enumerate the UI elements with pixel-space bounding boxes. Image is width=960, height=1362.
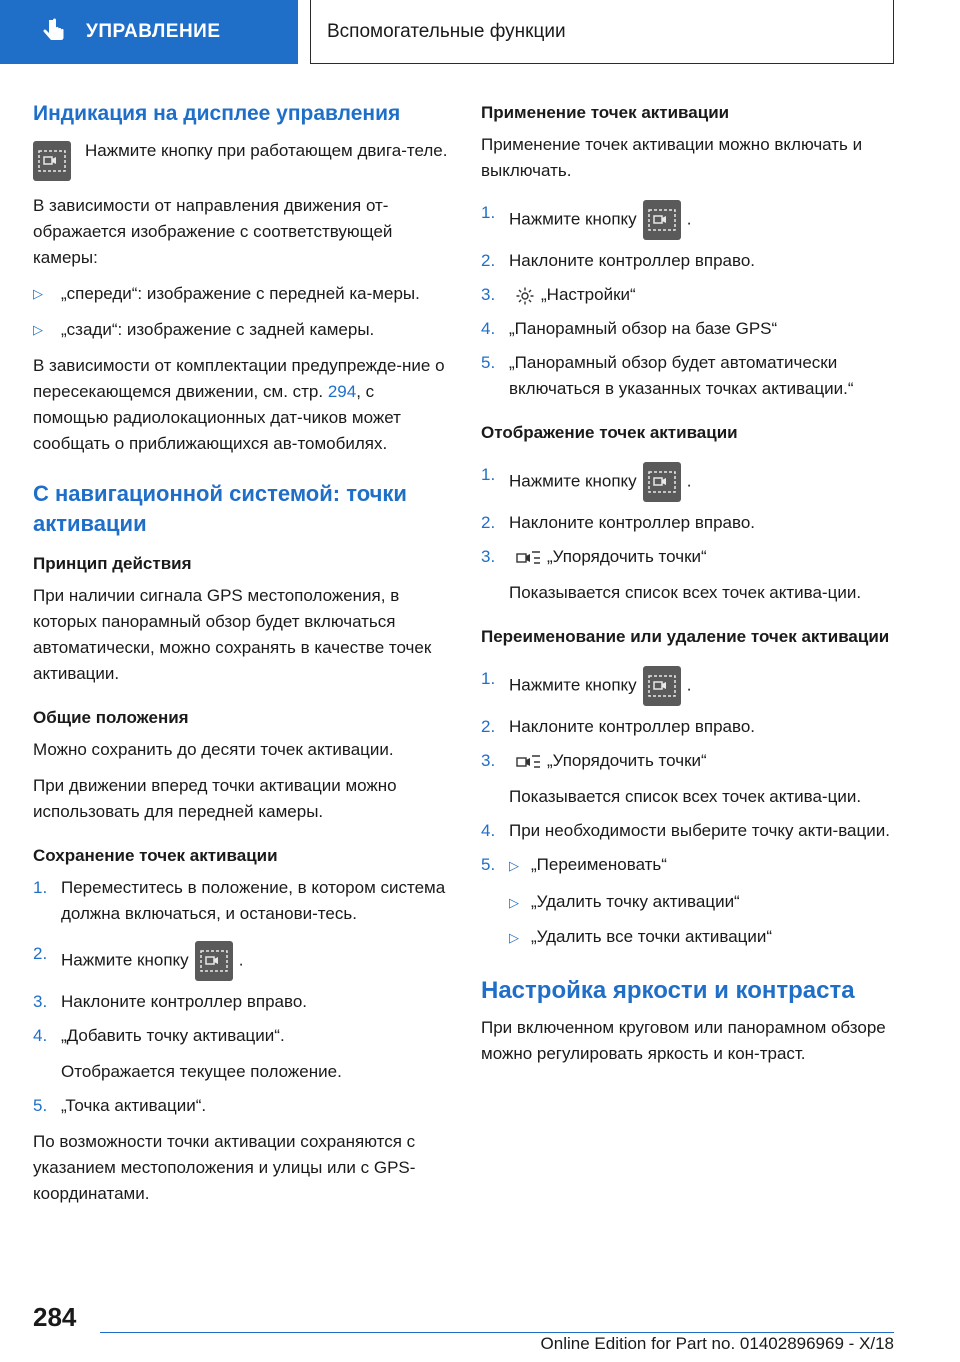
heading-general: Общие положения bbox=[33, 708, 189, 727]
paragraph-principle: При наличии сигнала GPS местоположения, в которых панорамный обзор будет включаться автоматически, можно сохранять в качестве точек активации. bbox=[33, 586, 432, 683]
right-column bbox=[481, 100, 906, 1077]
heading-save: Сохранение точек активации bbox=[33, 846, 278, 865]
paragraph-direction: В зависимости от направления движения от-ображается изображение с соответствующей камеры: bbox=[33, 196, 393, 267]
camera-button-icon bbox=[33, 141, 71, 181]
step-item: 3. „Настройки“ bbox=[481, 285, 636, 304]
paragraph-apply: Применение точек активации можно включать и выключать. bbox=[481, 135, 863, 180]
gear-icon bbox=[515, 286, 535, 306]
heading-show: Отображение точек активации bbox=[481, 423, 738, 442]
step-item: 5. „Панорамный обзор будет автоматически включаться в указанных точках активации.“ bbox=[481, 353, 854, 398]
heading-navigation: С навигационной системой: точки активации bbox=[33, 481, 407, 536]
option-item: ▷ „Удалить все точки активации“ bbox=[509, 927, 773, 946]
triangle-bullet-icon: ▷ bbox=[33, 322, 43, 337]
list-item: ▷ „сзади“: изображение с задней камеры. bbox=[33, 317, 453, 343]
option-item: ▷ „Удалить точку активации“ bbox=[509, 892, 740, 911]
step-item: 3. „Упорядочить точки“ bbox=[481, 751, 707, 770]
save-steps-cont bbox=[33, 1093, 453, 1119]
step-item: 4. При необходимости выберите точку акти-вации. bbox=[481, 821, 890, 840]
footer-divider bbox=[100, 1332, 894, 1333]
step-item: 3. „Упорядочить точки“ bbox=[481, 547, 707, 566]
section-title: УПРАВЛЕНИЕ bbox=[86, 21, 221, 42]
triangle-bullet-icon: ▷ bbox=[509, 858, 519, 873]
paragraph-general-2: При движении вперед точки активации можно использовать для передней камеры. bbox=[33, 776, 397, 821]
heading-principle: Принцип действия bbox=[33, 554, 192, 573]
heading-rename: Переименование или удаление точек активации bbox=[481, 627, 890, 646]
step-item: 5. „Точка активации“. bbox=[33, 1096, 207, 1115]
list-item: ▷ „спереди“: изображение с передней ка-меры. bbox=[33, 281, 453, 307]
rename-steps bbox=[481, 666, 906, 774]
step-item: 2. Наклоните контроллер вправо. bbox=[481, 513, 756, 532]
section-tab bbox=[0, 0, 298, 64]
rename-steps-cont bbox=[481, 818, 906, 879]
paragraph-general-1: Можно сохранить до десяти точек активации. bbox=[33, 740, 394, 759]
triangle-bullet-icon: ▷ bbox=[33, 286, 43, 301]
triangle-bullet-icon: ▷ bbox=[509, 930, 519, 945]
hand-pointer-icon bbox=[38, 17, 68, 47]
paragraph-save-final: По возможности точки активации сохраняются с указанием местоположения и улицы или с GPS-координатами. bbox=[33, 1132, 416, 1203]
step-item: 4. „Добавить точку активации“. bbox=[33, 1026, 285, 1045]
page-link[interactable]: 294 bbox=[327, 382, 357, 401]
camera-button-icon bbox=[643, 666, 681, 706]
step-sub-text: Показывается список всех точек актива-ции. bbox=[509, 583, 862, 602]
subsection-header bbox=[310, 0, 894, 64]
save-steps bbox=[33, 875, 453, 1049]
camera-list bbox=[33, 281, 453, 343]
step-item: 1. Нажмите кнопку . bbox=[481, 666, 906, 706]
step-item: 3. Наклоните контроллер вправо. bbox=[33, 992, 308, 1011]
page-number: 284 bbox=[33, 1302, 77, 1332]
step-item: 1. Переместитесь в положение, в котором система должна включаться, и останови-тесь. bbox=[33, 878, 446, 923]
step-sub-text: Показывается список всех точек актива-ции. bbox=[509, 787, 862, 806]
display-instruction bbox=[33, 138, 453, 181]
step-item: 1. Нажмите кнопку . bbox=[481, 462, 906, 502]
camera-button-icon bbox=[195, 941, 233, 981]
step-item: 4. „Панорамный обзор на базе GPS“ bbox=[481, 319, 778, 338]
step-item: 2. Нажмите кнопку . bbox=[33, 941, 453, 981]
camera-list-icon bbox=[515, 548, 541, 568]
subsection-title: Вспомогательные функции bbox=[327, 20, 566, 42]
show-steps bbox=[481, 462, 906, 570]
camera-list-icon bbox=[515, 752, 541, 772]
step-item: 2. Наклоните контроллер вправо. bbox=[481, 717, 756, 736]
camera-button-icon bbox=[643, 200, 681, 240]
apply-steps bbox=[481, 200, 906, 402]
paragraph-brightness: При включенном круговом или панорамном обзоре можно регулировать яркость и кон-траст. bbox=[481, 1018, 886, 1063]
display-text: Нажмите кнопку при работающем двига-теле. bbox=[85, 141, 448, 160]
step-item: 5. ▷ „Переименовать“ bbox=[481, 855, 667, 874]
footer-edition: Online Edition for Part no. 01402896969 - X/18 bbox=[540, 1334, 894, 1353]
triangle-bullet-icon: ▷ bbox=[509, 895, 519, 910]
camera-button-icon bbox=[643, 462, 681, 502]
step-item: 1. Нажмите кнопку . bbox=[481, 200, 906, 240]
heading-brightness: Настройка яркости и контраста bbox=[481, 977, 855, 1004]
step-sub-text: Отображается текущее положение. bbox=[61, 1062, 342, 1081]
step-item: 2. Наклоните контроллер вправо. bbox=[481, 251, 756, 270]
heading-display: Индикация на дисплее управления bbox=[33, 102, 401, 125]
heading-apply: Применение точек активации bbox=[481, 103, 730, 122]
left-column bbox=[33, 100, 453, 1217]
paragraph-cross-traffic: В зависимости от комплектации предупрежде-ние о пересекающемся движении, см. стр. 294, с помощью радиолокационных дат-чиков может сообщать о приближающихся ав-томобилях. bbox=[33, 356, 445, 453]
